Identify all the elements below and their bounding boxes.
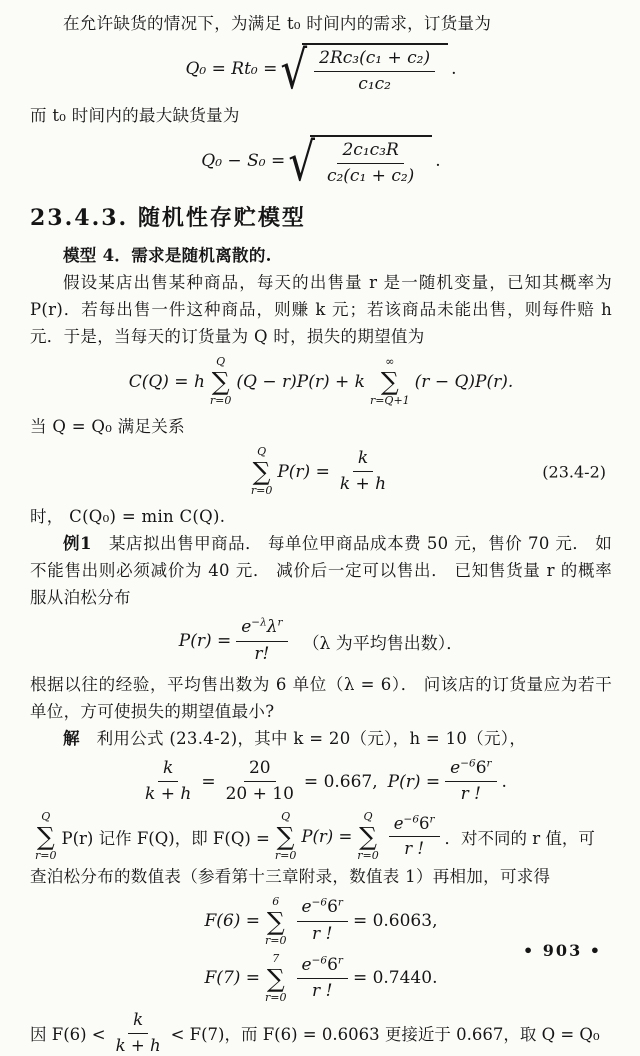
radical-icon: √ bbox=[280, 39, 308, 101]
fraction-numerator: 20 bbox=[244, 758, 276, 782]
example-1-label: 例1 bbox=[63, 534, 92, 554]
fraction-denominator: 20 + 10 bbox=[225, 784, 294, 805]
model-4-paragraph: 假设某店出售某种商品，每天的出售量 r 是一随机变量，已知其概率为 P(r)．若每出售一件这种商品，则赚 k 元；若该商品未能出售，则每件赔 h 元．于是，当每天的订货量为 Q 时，损失的期望值为 bbox=[30, 273, 612, 346]
fraction-numerator bbox=[236, 617, 287, 641]
sigma-icon: ∑ bbox=[380, 367, 399, 397]
solution-paragraph bbox=[30, 725, 612, 752]
sqrt-body bbox=[310, 135, 432, 188]
fraction-numerator bbox=[297, 897, 348, 921]
sum-lower-limit: r=0 bbox=[274, 849, 297, 863]
sigma-icon: ∑ bbox=[266, 963, 285, 993]
sum-upper-limit: Q bbox=[281, 810, 291, 824]
fraction-numerator bbox=[297, 955, 348, 979]
conclusion-text-1: 因 F(6) < bbox=[30, 1025, 106, 1045]
example-1-text: 某店拟出售甲商品． 每单位甲商品成本费 50 元，售价 70 元． 如不能售出则必须减价为 40 元． 减价后一定可以售出． 已知售货量 r 的概率服从泊松分布 bbox=[30, 534, 612, 608]
sum-lower-limit: r=0 bbox=[265, 990, 287, 1004]
formula-poisson bbox=[30, 617, 612, 665]
f7-lhs: F(7) = bbox=[204, 968, 261, 989]
e-exponent: −λ bbox=[251, 616, 267, 629]
fraction-numerator: k bbox=[158, 758, 178, 782]
fraction-numerator: 2c₁c₃R bbox=[337, 140, 403, 164]
condition-intro: 当 Q = Q₀ 满足关系 bbox=[30, 417, 185, 437]
experience-paragraph: 根据以往的经验，平均售出数为 6 单位（λ = 6）． 问该店的订货量应为若干单位，方可使损失的期望值最小? bbox=[30, 674, 612, 721]
sum-upper-limit: Q bbox=[363, 810, 373, 824]
r-exponent: r bbox=[337, 896, 343, 909]
equation-mid: P(r) = bbox=[277, 461, 330, 482]
section-heading: 23.4.3. 随机性存贮模型 bbox=[30, 205, 306, 231]
sum-lower-limit: r=0 bbox=[209, 394, 232, 408]
formula1-lhs: Q₀ = Rt₀ = bbox=[185, 59, 278, 80]
fraction-numerator: k bbox=[353, 448, 373, 472]
e-exponent: −6 bbox=[311, 953, 328, 966]
fraction-numerator bbox=[445, 758, 496, 782]
summation bbox=[265, 896, 286, 947]
lambda-exponent: r bbox=[277, 616, 283, 629]
fraction-numerator bbox=[389, 814, 440, 838]
fraction-denominator: k + h bbox=[115, 1035, 161, 1055]
fraction-denominator: k + h bbox=[339, 474, 387, 495]
formula-max-shortage bbox=[30, 130, 612, 192]
fraction-denominator: r ! bbox=[460, 784, 482, 805]
poisson-mid: P(r) = bbox=[387, 771, 441, 792]
equation-number: (23.4-2) bbox=[542, 462, 606, 482]
intro-line-2: 而 t₀ 时间内的最大缺货量为 bbox=[30, 105, 240, 125]
poisson-note: （λ 为平均售出数）． bbox=[302, 633, 464, 654]
ratio-result: = 0.667, bbox=[303, 771, 378, 792]
sigma-icon: ∑ bbox=[359, 822, 377, 852]
sum-lower-limit: r=0 bbox=[265, 933, 287, 947]
equals-sign: = bbox=[201, 771, 216, 792]
fraction-denominator: r! bbox=[254, 643, 270, 664]
loss-mid: (Q − r)P(r) + k bbox=[236, 371, 365, 392]
fraction-denominator: k + h bbox=[145, 784, 192, 805]
summation bbox=[357, 811, 378, 862]
model-4-statement: 模型 4．需求是随机离散的. bbox=[63, 246, 272, 265]
fraction-numerator: k bbox=[128, 1010, 148, 1034]
summation bbox=[210, 356, 231, 407]
r-exponent: r bbox=[486, 757, 492, 770]
e-base: e bbox=[241, 617, 252, 638]
e-exponent: −6 bbox=[311, 896, 328, 909]
six-base: 6 bbox=[419, 813, 430, 833]
e-base: e bbox=[450, 757, 461, 778]
lambda-base: λ bbox=[266, 617, 278, 638]
fq-text-3: ．对不同的 r 值，可 bbox=[444, 828, 595, 848]
fraction bbox=[297, 897, 348, 945]
sum-upper-limit: Q bbox=[41, 810, 51, 824]
formula1-tail: . bbox=[451, 59, 457, 80]
loss-lhs: C(Q) = h bbox=[128, 371, 205, 392]
sum-upper-limit: Q bbox=[216, 355, 226, 368]
fraction-denominator: r ! bbox=[312, 923, 333, 944]
square-root bbox=[288, 130, 432, 192]
formula-f6 bbox=[30, 896, 612, 947]
fraction bbox=[236, 617, 287, 665]
sigma-icon: ∑ bbox=[211, 367, 230, 397]
fraction-denominator: c₁c₂ bbox=[358, 74, 391, 95]
fraction bbox=[111, 1010, 166, 1056]
fq-definition-line bbox=[30, 811, 612, 862]
minimum-statement: 时， C(Q₀) = min C(Q). bbox=[30, 507, 226, 527]
summation bbox=[265, 953, 286, 1004]
formula-order-quantity bbox=[30, 39, 612, 101]
radical-icon: √ bbox=[288, 130, 315, 192]
page-number: • 903 • bbox=[523, 941, 602, 960]
f6-lhs: F(6) = bbox=[204, 911, 261, 932]
six-base: 6 bbox=[327, 954, 338, 975]
fq-text-1: P(r) 记作 F(Q)，即 F(Q) = bbox=[61, 828, 270, 848]
fraction bbox=[140, 758, 196, 806]
fraction bbox=[221, 758, 299, 806]
sum-lower-limit: r=Q+1 bbox=[369, 394, 410, 408]
r-exponent: r bbox=[337, 953, 343, 966]
summation bbox=[275, 811, 296, 862]
fraction bbox=[445, 758, 496, 806]
intro-line-1: 在允许缺货的情况下，为满足 t₀ 时间内的需求，订货量为 bbox=[63, 14, 492, 33]
conclusion-text-2: < F(7)，而 F(6) = 0.6063 更接近于 0.667，取 Q = Q₀ bbox=[170, 1025, 600, 1045]
sum-upper-limit: 6 bbox=[272, 894, 280, 908]
f7-result: = 0.7440. bbox=[352, 968, 438, 989]
square-root bbox=[280, 39, 448, 101]
sum-upper-limit: ∞ bbox=[385, 355, 395, 368]
fq-text-2: P(r) = bbox=[301, 827, 353, 847]
formula-k-ratio bbox=[30, 758, 612, 806]
period: . bbox=[501, 771, 507, 792]
formula2-lhs: Q₀ − S₀ = bbox=[201, 150, 286, 171]
sigma-icon: ∑ bbox=[36, 822, 55, 852]
summation bbox=[35, 811, 56, 862]
sum-upper-limit: Q bbox=[257, 445, 267, 459]
e-exponent: −6 bbox=[460, 757, 476, 770]
fraction-denominator: c₂(c₁ + c₂) bbox=[326, 165, 415, 186]
six-base: 6 bbox=[475, 757, 487, 778]
loss-tail: (r − Q)P(r). bbox=[414, 371, 514, 392]
sqrt-body bbox=[302, 43, 448, 96]
f6-result: = 0.6063, bbox=[352, 911, 438, 932]
formula2-tail: . bbox=[435, 150, 441, 171]
fraction-numerator: 2Rc₃(c₁ + c₂) bbox=[314, 48, 435, 72]
sum-lower-limit: r=0 bbox=[357, 849, 379, 863]
fraction bbox=[389, 814, 440, 860]
sum-upper-limit: 7 bbox=[272, 951, 280, 965]
poisson-lhs: P(r) = bbox=[178, 631, 232, 652]
fraction bbox=[335, 448, 391, 496]
solution-intro: 利用公式 (23.4-2)，其中 k = 20（元），h = 10（元）， bbox=[79, 728, 527, 748]
fraction-denominator: r ! bbox=[404, 839, 425, 859]
conclusion-line bbox=[30, 1010, 612, 1056]
sigma-icon: ∑ bbox=[266, 906, 285, 936]
example-1-paragraph bbox=[30, 530, 612, 611]
e-base: e bbox=[301, 897, 312, 918]
formula-expected-loss bbox=[30, 356, 612, 407]
fraction bbox=[297, 955, 348, 1003]
sigma-icon: ∑ bbox=[276, 822, 295, 852]
sum-lower-limit: r=0 bbox=[250, 484, 273, 498]
summation bbox=[370, 356, 410, 407]
equation-23-4-2 bbox=[30, 446, 612, 497]
formula-f7 bbox=[30, 953, 612, 1004]
sum-lower-limit: r=0 bbox=[35, 849, 57, 863]
six-base: 6 bbox=[327, 897, 338, 918]
e-base: e bbox=[393, 813, 404, 833]
fq-text-4: 查泊松分布的数值表（参看第十三章附录，数值表 1）再相加，可求得 bbox=[30, 866, 551, 886]
solution-label: 解 bbox=[63, 728, 80, 748]
fraction bbox=[322, 140, 419, 188]
fraction-denominator: r ! bbox=[312, 980, 333, 1001]
e-base: e bbox=[301, 954, 312, 975]
fraction bbox=[314, 48, 435, 96]
r-exponent: r bbox=[429, 813, 435, 826]
sigma-icon: ∑ bbox=[252, 457, 271, 487]
e-exponent: −6 bbox=[403, 813, 420, 826]
summation bbox=[251, 446, 272, 497]
